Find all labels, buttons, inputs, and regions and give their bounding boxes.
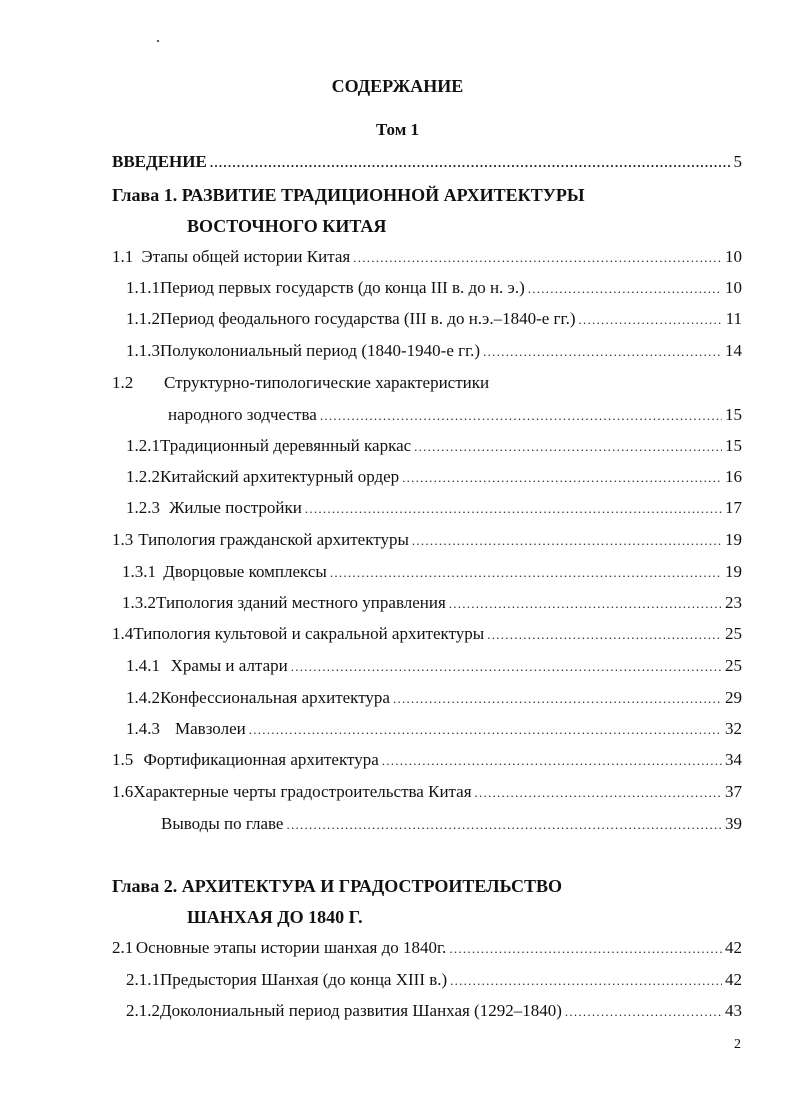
toc-number: 1.4.1 bbox=[126, 656, 160, 675]
toc-page: 25 bbox=[725, 656, 742, 675]
toc-entry-heading[interactable] bbox=[112, 371, 489, 395]
toc-label: Мавзолеи bbox=[175, 719, 246, 738]
toc-entry-intro[interactable] bbox=[112, 150, 742, 174]
toc-label: Жилые постройки bbox=[169, 498, 302, 517]
leader-dots bbox=[210, 150, 731, 175]
toc-entry[interactable] bbox=[112, 622, 742, 646]
toc-entry[interactable] bbox=[126, 654, 742, 678]
toc-entry[interactable] bbox=[112, 780, 742, 804]
toc-number: 2.1 bbox=[112, 938, 134, 957]
toc-label: Этапы общей истории Китая bbox=[141, 247, 351, 266]
leader-dots bbox=[320, 403, 722, 428]
toc-label: Выводы по главе bbox=[161, 814, 284, 833]
toc-number: 1.3 bbox=[112, 530, 134, 549]
toc-page: 10 bbox=[725, 247, 742, 266]
leader-dots bbox=[450, 968, 722, 993]
toc-entry[interactable] bbox=[112, 245, 742, 269]
toc-page: 5 bbox=[733, 152, 742, 171]
toc-label: Типология культовой и сакральной архитектуры bbox=[133, 624, 485, 643]
toc-entry[interactable] bbox=[126, 999, 742, 1023]
toc-page: 39 bbox=[725, 814, 742, 833]
toc-number: 1.3.2 bbox=[122, 593, 156, 612]
toc-label: Типология зданий местного управления bbox=[156, 593, 446, 612]
leader-dots bbox=[353, 245, 722, 270]
toc-entry[interactable] bbox=[161, 812, 742, 836]
toc-entry[interactable] bbox=[112, 748, 742, 772]
toc-number: 2.1.2 bbox=[126, 1001, 160, 1020]
toc-page: 32 bbox=[725, 719, 742, 738]
toc-entry[interactable] bbox=[126, 434, 742, 458]
toc-label: ВВЕДЕНИЕ bbox=[112, 152, 207, 171]
toc-number: 2.1.1 bbox=[126, 970, 160, 989]
toc-entry[interactable] bbox=[126, 465, 742, 489]
toc-number: 1.2.2 bbox=[126, 467, 160, 486]
leader-dots bbox=[528, 276, 722, 301]
leader-dots bbox=[305, 496, 722, 521]
toc-label: Дворцовые комплексы bbox=[163, 562, 327, 581]
toc-number: 1.1.2 bbox=[126, 309, 160, 328]
leader-dots bbox=[487, 622, 722, 647]
leader-dots bbox=[402, 465, 722, 490]
toc-label: Период феодального государства (III в. до н.э.–1840-е гг.) bbox=[160, 309, 576, 328]
leader-dots bbox=[483, 339, 722, 364]
toc-page: 10 bbox=[725, 278, 742, 297]
toc-entry[interactable] bbox=[126, 496, 742, 520]
toc-label: Традиционный деревянный каркас bbox=[160, 436, 412, 455]
leader-dots bbox=[249, 717, 722, 742]
toc-label: Характерные черты градостроительства Китая bbox=[133, 782, 472, 801]
leader-dots bbox=[286, 812, 722, 837]
toc-page: 23 bbox=[725, 593, 742, 612]
toc-label: Храмы и алтари bbox=[170, 656, 288, 675]
toc-page: 37 bbox=[725, 782, 742, 801]
toc-page: 19 bbox=[725, 530, 742, 549]
toc-entry[interactable] bbox=[122, 591, 742, 615]
toc-entry[interactable] bbox=[168, 403, 742, 427]
toc-page: 29 bbox=[725, 688, 742, 707]
volume-heading: Том 1 bbox=[375, 120, 420, 139]
toc-entry[interactable] bbox=[126, 307, 742, 331]
leader-dots bbox=[382, 748, 722, 773]
toc-page: 15 bbox=[725, 436, 742, 455]
toc-page: 19 bbox=[725, 562, 742, 581]
toc-label: Период первых государств (до конца III в. до н. э.) bbox=[160, 278, 525, 297]
toc-number: 1.4.3 bbox=[126, 719, 160, 738]
toc-number: 1.2 bbox=[112, 373, 134, 392]
toc-label: Конфессиональная архитектура bbox=[160, 688, 390, 707]
leader-dots bbox=[475, 780, 722, 805]
leader-dots bbox=[414, 434, 722, 459]
leader-dots bbox=[291, 654, 722, 679]
toc-label: Основные этапы истории шанхая до 1840г. bbox=[135, 938, 447, 957]
toc-page: 42 bbox=[725, 970, 742, 989]
leader-dots bbox=[578, 307, 722, 332]
toc-number: 1.4.2 bbox=[126, 688, 160, 707]
toc-entry[interactable] bbox=[126, 686, 742, 710]
toc-entry[interactable] bbox=[126, 339, 742, 363]
toc-number: 1.1 bbox=[112, 247, 134, 266]
toc-page: 11 bbox=[725, 309, 742, 328]
toc-entry[interactable] bbox=[126, 717, 742, 741]
chapter-1-title-line2: ВОСТОЧНОГО КИТАЯ bbox=[187, 216, 387, 236]
toc-label: Предыстория Шанхая (до конца XIII в.) bbox=[160, 970, 448, 989]
page-title: СОДЕРЖАНИЕ bbox=[331, 76, 464, 96]
toc-number: 1.2.1 bbox=[126, 436, 160, 455]
toc-label: Структурно-типологические характеристики bbox=[164, 373, 490, 392]
chapter-2-title-line2: ШАНХАЯ ДО 1840 Г. bbox=[187, 907, 363, 927]
toc-label: Доколониальный период развития Шанхая (1292–1840) bbox=[160, 1001, 562, 1020]
toc-page: 25 bbox=[725, 624, 742, 643]
toc-page: 16 bbox=[725, 467, 742, 486]
toc-number: 1.1.3 bbox=[126, 341, 160, 360]
toc-entry[interactable] bbox=[126, 968, 742, 992]
toc-label: Китайский архитектурный ордер bbox=[160, 467, 400, 486]
leader-dots bbox=[393, 686, 722, 711]
toc-number: 1.4 bbox=[112, 624, 134, 643]
toc-entry[interactable] bbox=[112, 528, 742, 552]
toc-entry[interactable] bbox=[126, 276, 742, 300]
toc-page: 15 bbox=[725, 405, 742, 424]
toc-number: 1.6 bbox=[112, 782, 134, 801]
chapter-1-title-line1: Глава 1. РАЗВИТИЕ ТРАДИЦИОННОЙ АРХИТЕКТУРЫ bbox=[112, 185, 585, 205]
leader-dots bbox=[412, 528, 722, 553]
scan-speck bbox=[157, 40, 159, 42]
toc-number: 1.3.1 bbox=[122, 562, 156, 581]
toc-page: 43 bbox=[725, 1001, 742, 1020]
toc-label: Полуколониальный период (1840-1940-е гг.) bbox=[160, 341, 481, 360]
toc-page: 42 bbox=[725, 938, 742, 957]
toc-label: Типология гражданской архитектуры bbox=[138, 530, 409, 549]
leader-dots bbox=[449, 936, 722, 961]
leader-dots bbox=[330, 560, 722, 585]
toc-label: Фортификационная архитектура bbox=[143, 750, 379, 769]
page-number: 2 bbox=[734, 1037, 741, 1052]
leader-dots bbox=[449, 591, 722, 616]
toc-label: народного зодчества bbox=[168, 405, 317, 424]
toc-number: 1.2.3 bbox=[126, 498, 160, 517]
toc-number: 1.1.1 bbox=[126, 278, 160, 297]
toc-entry[interactable] bbox=[122, 560, 742, 584]
leader-dots bbox=[565, 999, 722, 1024]
toc-page: 14 bbox=[725, 341, 742, 360]
chapter-2-title-line1: Глава 2. АРХИТЕКТУРА И ГРАДОСТРОИТЕЛЬСТВО bbox=[112, 876, 563, 896]
toc-page: 17 bbox=[725, 498, 742, 517]
toc-entry[interactable] bbox=[112, 936, 742, 960]
toc-page: 34 bbox=[725, 750, 742, 769]
toc-number: 1.5 bbox=[112, 750, 134, 769]
